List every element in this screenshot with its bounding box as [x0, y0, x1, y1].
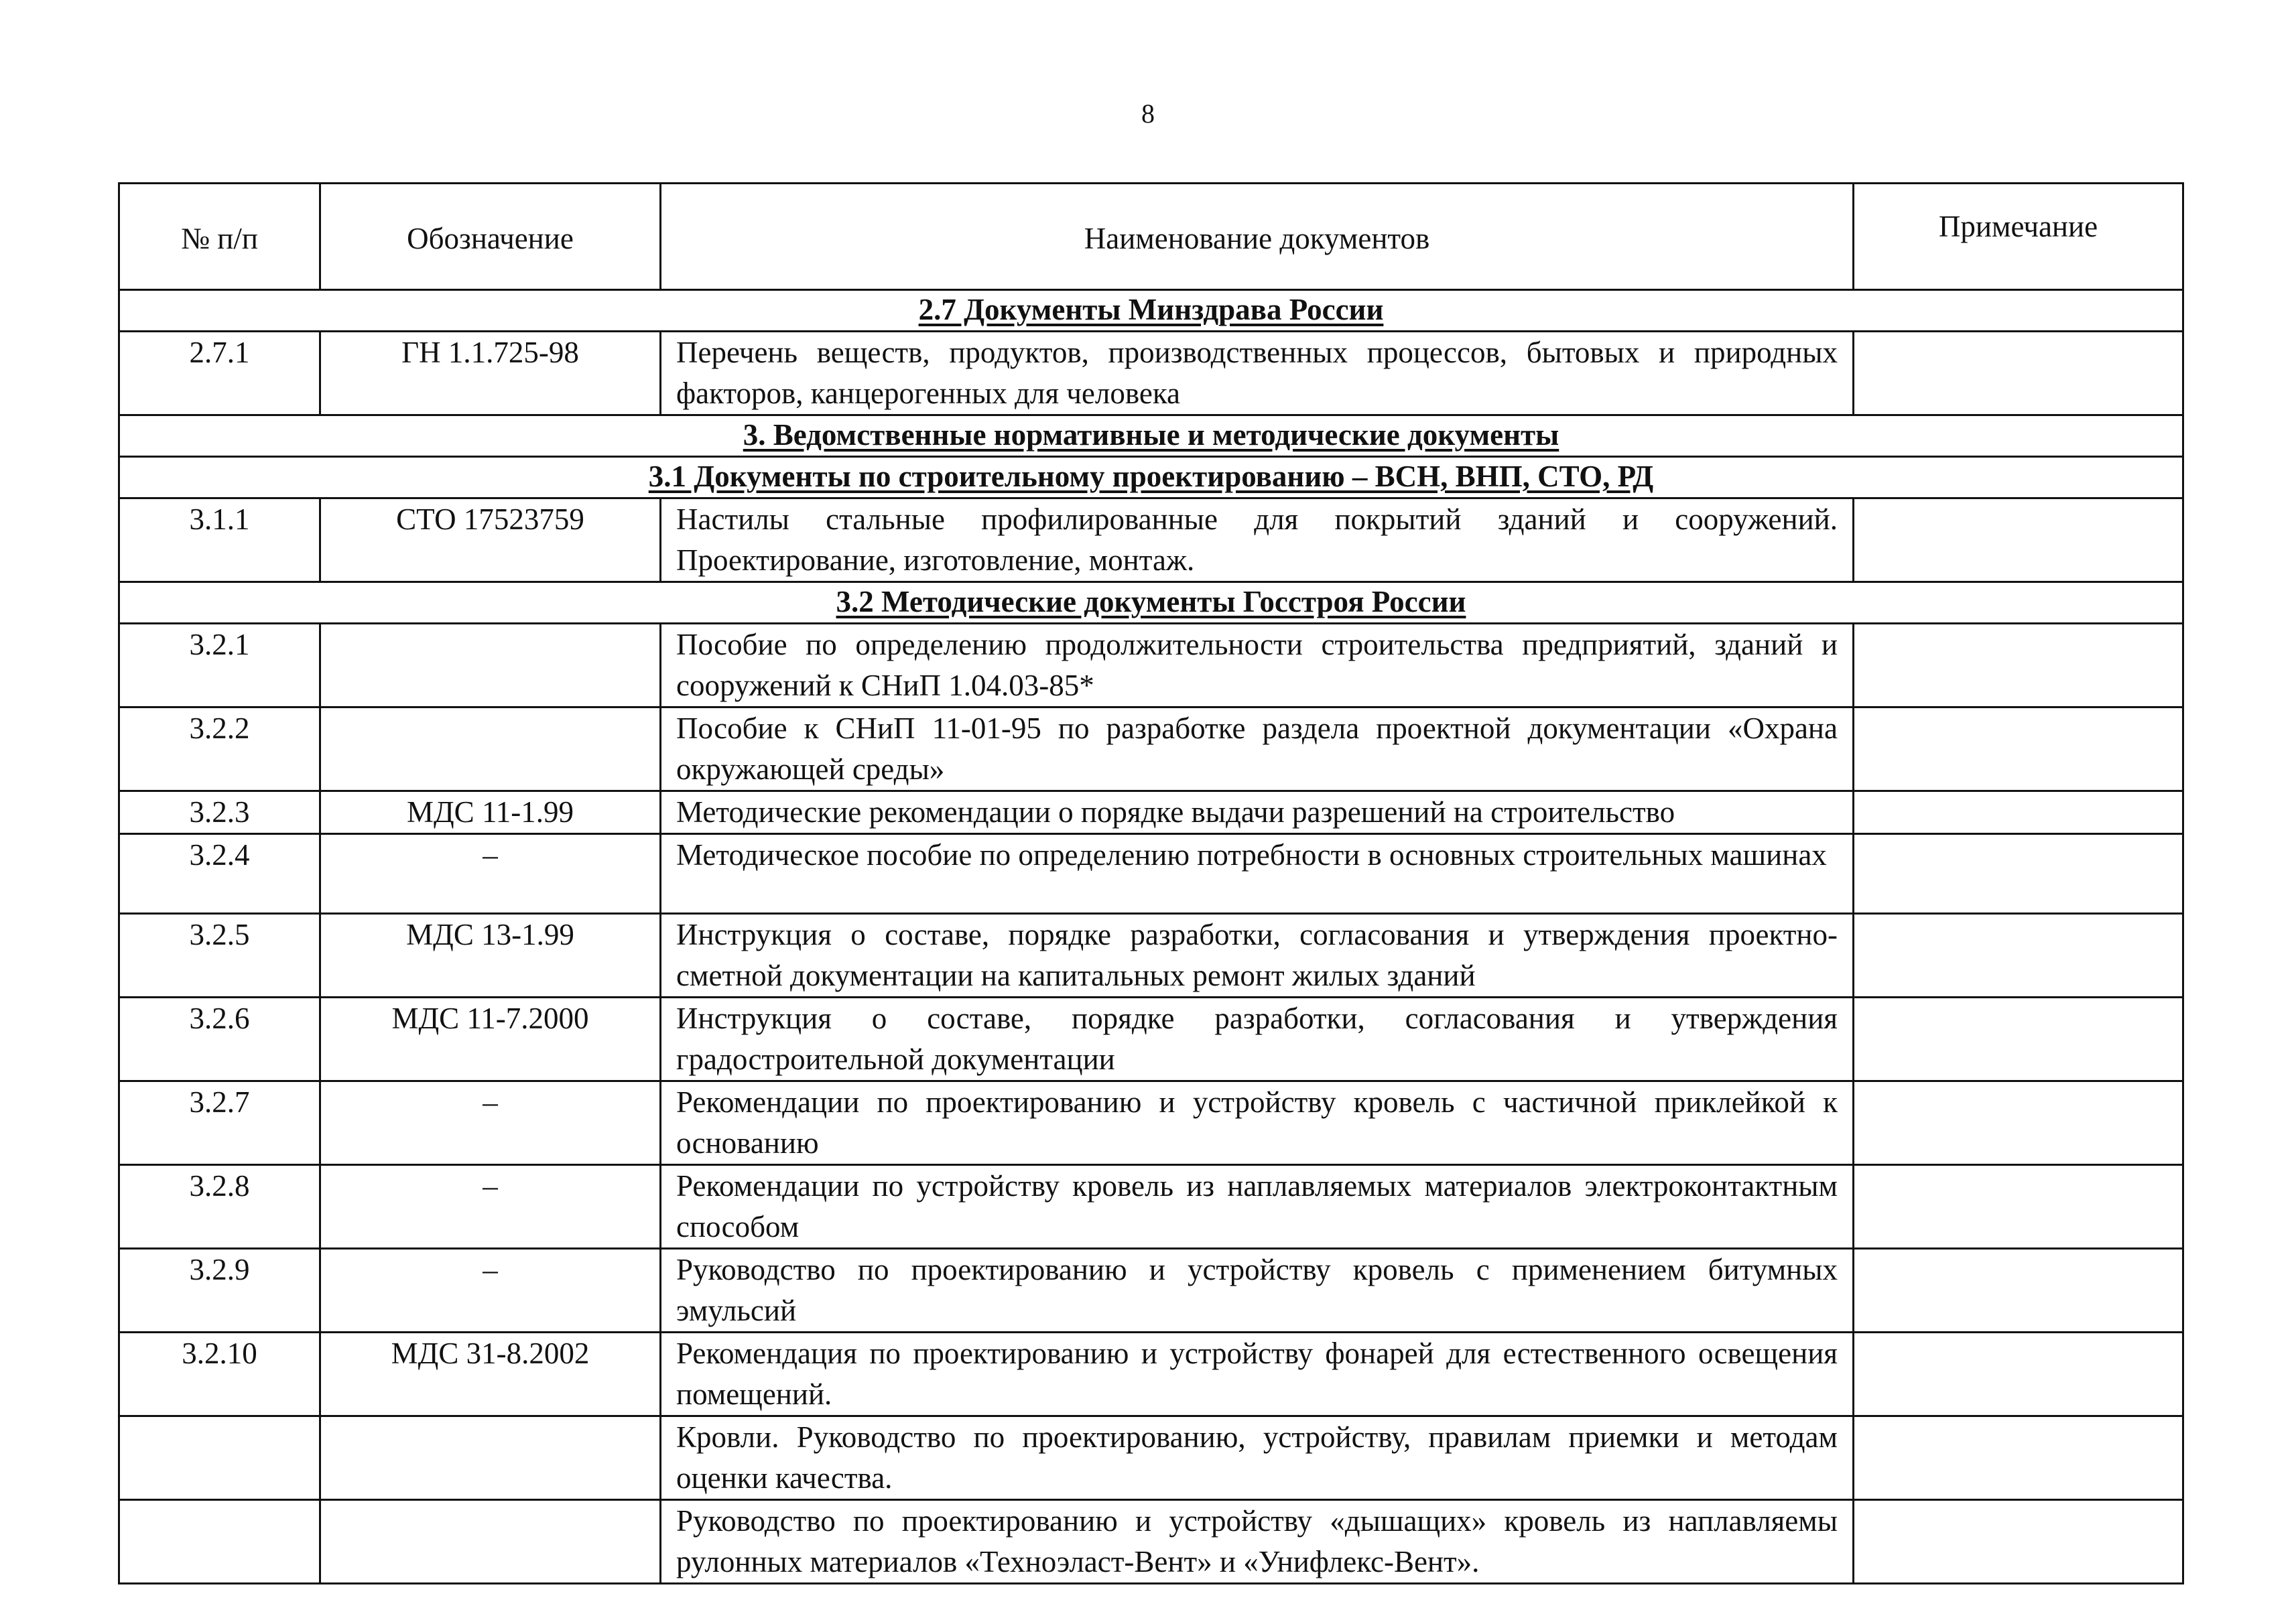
row-number: 3.1.1: [119, 498, 320, 582]
table-row: [119, 834, 2183, 914]
documents-table: [118, 182, 2184, 1584]
row-document-name: Рекомендации по устройству кровель из наплавляемых материалов электроконтактным способом: [661, 1165, 1854, 1249]
row-number: 2.7.1: [119, 332, 320, 415]
table-row: [119, 498, 2183, 582]
table-row: [119, 1165, 2183, 1249]
row-note: [1854, 1416, 2183, 1500]
row-designation: [320, 707, 661, 791]
row-document-name: Перечень веществ, продуктов, производственных процессов, бытовых и природных факторов, канцерогенных для человека: [661, 332, 1854, 415]
row-designation: МДС 13-1.99: [320, 914, 661, 998]
row-number: 3.2.1: [119, 624, 320, 707]
row-number: 3.2.7: [119, 1081, 320, 1165]
row-note: [1854, 791, 2183, 834]
row-note: [1854, 332, 2183, 415]
row-document-name: Методические рекомендации о порядке выдачи разрешений на строительство: [661, 791, 1854, 834]
section-title: 3.2 Методические документы Госстроя России: [119, 582, 2183, 624]
row-number: 3.2.8: [119, 1165, 320, 1249]
row-document-name: Руководство по проектированию и устройству «дышащих» кровель из наплавляемы рулонных материалов «Техноэласт-Вент» и «Унифлекс-Вент».: [661, 1500, 1854, 1584]
header-code-label: Обозначение: [407, 222, 574, 255]
header-num-label: № п/п: [181, 222, 258, 255]
row-note: [1854, 624, 2183, 707]
row-designation: МДС 31-8.2002: [320, 1333, 661, 1416]
row-document-name: Кровли. Руководство по проектированию, устройству, правилам приемки и методам оценки качества.: [661, 1416, 1854, 1500]
header-name-label: Наименование документов: [1084, 222, 1430, 255]
table-row: [119, 1333, 2183, 1416]
row-number: 3.2.6: [119, 998, 320, 1081]
row-number: [119, 1500, 320, 1584]
row-note: [1854, 1081, 2183, 1165]
row-note: [1854, 834, 2183, 914]
row-note: [1854, 498, 2183, 582]
row-document-name: Пособие к СНиП 11-01-95 по разработке раздела проектной документации «Охрана окружающей среды»: [661, 707, 1854, 791]
section-title: 2.7 Документы Минздрава России: [119, 290, 2183, 332]
row-number: 3.2.9: [119, 1249, 320, 1333]
row-document-name: Рекомендации по проектированию и устройству кровель с частичной приклейкой к основанию: [661, 1081, 1854, 1165]
row-note: [1854, 1333, 2183, 1416]
table-row: [119, 332, 2183, 415]
section-title: 3. Ведомственные нормативные и методические документы: [119, 415, 2183, 457]
row-note: [1854, 998, 2183, 1081]
row-document-name: Инструкция о составе, порядке разработки, согласования и утверждения проектно-сметной документации на капитальных ремонт жилых зданий: [661, 914, 1854, 998]
table-row: [119, 707, 2183, 791]
page-number: 8: [1141, 98, 1155, 129]
header-code: [320, 184, 661, 290]
row-document-name: Инструкция о составе, порядке разработки, согласования и утверждения градостроительной документации: [661, 998, 1854, 1081]
row-designation: МДС 11-1.99: [320, 791, 661, 834]
header-note-label: Примечание: [1938, 210, 2098, 243]
header-note: [1854, 184, 2183, 290]
table-body: [119, 290, 2183, 1584]
table-row: [119, 1416, 2183, 1500]
row-designation: МДС 11-7.2000: [320, 998, 661, 1081]
row-number: 3.2.2: [119, 707, 320, 791]
row-designation: [320, 624, 661, 707]
table-header-row: [119, 184, 2183, 290]
table-row: [119, 1500, 2183, 1584]
row-document-name: Настилы стальные профилированные для покрытий зданий и сооружений. Проектирование, изготовление, монтаж.: [661, 498, 1854, 582]
section-row: [119, 290, 2183, 332]
row-designation: ГН 1.1.725-98: [320, 332, 661, 415]
section-row: [119, 457, 2183, 498]
header-name: [661, 184, 1854, 290]
row-document-name: Рекомендация по проектированию и устройству фонарей для естественного освещения помещений.: [661, 1333, 1854, 1416]
row-number: 3.2.4: [119, 834, 320, 914]
row-designation: [320, 1416, 661, 1500]
row-designation: –: [320, 834, 661, 914]
table-row: [119, 791, 2183, 834]
table-row: [119, 1081, 2183, 1165]
section-row: [119, 415, 2183, 457]
table-row: [119, 624, 2183, 707]
row-note: [1854, 914, 2183, 998]
row-designation: СТО 17523759: [320, 498, 661, 582]
row-number: [119, 1416, 320, 1500]
row-note: [1854, 707, 2183, 791]
row-number: 3.2.5: [119, 914, 320, 998]
row-note: [1854, 1500, 2183, 1584]
table-row: [119, 914, 2183, 998]
row-designation: [320, 1500, 661, 1584]
header-num: [119, 184, 320, 290]
row-note: [1854, 1249, 2183, 1333]
table-row: [119, 1249, 2183, 1333]
row-note: [1854, 1165, 2183, 1249]
section-row: [119, 582, 2183, 624]
section-title: 3.1 Документы по строительному проектированию – ВСН, ВНП, СТО, РД: [119, 457, 2183, 498]
row-number: 3.2.10: [119, 1333, 320, 1416]
table-row: [119, 998, 2183, 1081]
row-designation: –: [320, 1081, 661, 1165]
row-document-name: Руководство по проектированию и устройству кровель с применением битумных эмульсий: [661, 1249, 1854, 1333]
row-document-name: Пособие по определению продолжительности строительства предприятий, зданий и сооружений к СНиП 1.04.03-85*: [661, 624, 1854, 707]
row-designation: –: [320, 1165, 661, 1249]
row-number: 3.2.3: [119, 791, 320, 834]
row-document-name: Методическое пособие по определению потребности в основных строительных машинах: [661, 834, 1854, 914]
row-designation: –: [320, 1249, 661, 1333]
